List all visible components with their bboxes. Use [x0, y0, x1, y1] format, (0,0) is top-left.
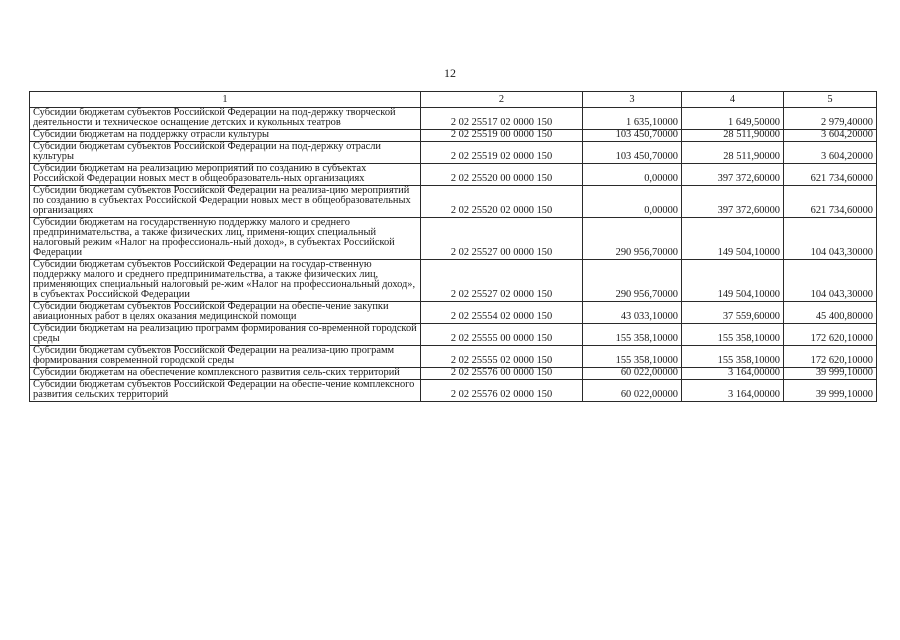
header-cell-value-2: 4 [682, 92, 784, 108]
row-value-2: 37 559,60000 [682, 302, 784, 324]
row-name: Субсидии бюджетам субъектов Российской Федерации на под-держку творческой деятельности и техническое оснащение детских и кукольных театров [30, 108, 421, 130]
row-value-3: 621 734,60000 [784, 164, 877, 186]
row-code: 2 02 25520 00 0000 150 [421, 164, 583, 186]
row-value-1: 103 450,70000 [583, 130, 682, 142]
row-code: 2 02 25519 02 0000 150 [421, 142, 583, 164]
row-code: 2 02 25555 00 0000 150 [421, 324, 583, 346]
row-name: Субсидии бюджетам на поддержку отрасли культуры [30, 130, 421, 142]
row-value-3: 39 999,10000 [784, 380, 877, 402]
row-value-1: 43 033,10000 [583, 302, 682, 324]
row-value-3: 172 620,10000 [784, 324, 877, 346]
row-code: 2 02 25527 02 0000 150 [421, 260, 583, 302]
row-code: 2 02 25519 00 0000 150 [421, 130, 583, 142]
row-name: Субсидии бюджетам субъектов Российской Федерации на реализа-цию мероприятий по созданию в субъектах Российской Федерации новых мест в общеобразовательных организациях [30, 186, 421, 218]
row-name: Субсидии бюджетам на обеспечение комплексного развития сель-ских территорий [30, 368, 421, 380]
table-row [30, 108, 877, 130]
budget-table [29, 91, 877, 402]
row-value-2: 28 511,90000 [682, 142, 784, 164]
row-value-2: 397 372,60000 [682, 186, 784, 218]
header-cell-code: 2 [421, 92, 583, 108]
row-name: Субсидии бюджетам субъектов Российской Федерации на обеспе-чение комплексного развития сельских территорий [30, 380, 421, 402]
table-row [30, 218, 877, 260]
table-row [30, 368, 877, 380]
row-value-2: 28 511,90000 [682, 130, 784, 142]
table-row [30, 302, 877, 324]
row-value-1: 1 635,10000 [583, 108, 682, 130]
row-value-3: 2 979,40000 [784, 108, 877, 130]
row-value-2: 1 649,50000 [682, 108, 784, 130]
table-row [30, 130, 877, 142]
row-code: 2 02 25520 02 0000 150 [421, 186, 583, 218]
row-value-2: 155 358,10000 [682, 324, 784, 346]
row-name: Субсидии бюджетам субъектов Российской Федерации на государ-ственную поддержку малого и среднего предпринимательства, а также физических лиц, применяющих специальный налоговый ре-жим «Налог на профессиональный доход», в субъектах Российской Федерации [30, 260, 421, 302]
row-value-3: 621 734,60000 [784, 186, 877, 218]
row-name: Субсидии бюджетам субъектов Российской Федерации на под-держку отрасли культуры [30, 142, 421, 164]
table-row [30, 186, 877, 218]
row-value-3: 104 043,30000 [784, 218, 877, 260]
row-name: Субсидии бюджетам на реализацию программ формирования со-временной городской среды [30, 324, 421, 346]
row-code: 2 02 25554 02 0000 150 [421, 302, 583, 324]
row-name: Субсидии бюджетам на реализацию мероприятий по созданию в субъектах Российской Федерации новых мест в общеобразователь-ных организациях [30, 164, 421, 186]
row-code: 2 02 25576 00 0000 150 [421, 368, 583, 380]
page-number: 12 [444, 66, 456, 80]
row-value-2: 149 504,10000 [682, 218, 784, 260]
row-value-3: 172 620,10000 [784, 346, 877, 368]
row-value-2: 397 372,60000 [682, 164, 784, 186]
row-code: 2 02 25527 00 0000 150 [421, 218, 583, 260]
row-value-2: 149 504,10000 [682, 260, 784, 302]
row-code: 2 02 25576 02 0000 150 [421, 380, 583, 402]
row-code: 2 02 25517 02 0000 150 [421, 108, 583, 130]
row-value-3: 39 999,10000 [784, 368, 877, 380]
row-value-3: 3 604,20000 [784, 142, 877, 164]
row-value-1: 155 358,10000 [583, 324, 682, 346]
row-value-1: 0,00000 [583, 164, 682, 186]
row-value-1: 155 358,10000 [583, 346, 682, 368]
row-name: Субсидии бюджетам субъектов Российской Федерации на обеспе-чение закупки авиационных работ в целях оказания медицинской помощи [30, 302, 421, 324]
header-cell-name: 1 [30, 92, 421, 108]
table-row [30, 324, 877, 346]
table-row [30, 164, 877, 186]
table-row [30, 346, 877, 368]
row-value-1: 290 956,70000 [583, 260, 682, 302]
row-value-2: 3 164,00000 [682, 368, 784, 380]
table-header-row [30, 92, 877, 108]
table-row [30, 142, 877, 164]
row-value-3: 3 604,20000 [784, 130, 877, 142]
row-value-1: 60 022,00000 [583, 380, 682, 402]
row-value-1: 290 956,70000 [583, 218, 682, 260]
row-value-1: 103 450,70000 [583, 142, 682, 164]
row-value-1: 60 022,00000 [583, 368, 682, 380]
row-value-3: 45 400,80000 [784, 302, 877, 324]
row-value-1: 0,00000 [583, 186, 682, 218]
row-name: Субсидии бюджетам субъектов Российской Федерации на реализа-цию программ формирования современной городской среды [30, 346, 421, 368]
header-cell-value-3: 5 [784, 92, 877, 108]
row-value-3: 104 043,30000 [784, 260, 877, 302]
row-name: Субсидии бюджетам на государственную поддержку малого и среднего предпринимательства, а также физических лиц, применя-ющих специальный налоговый режим «Налог на профессиональ-ный доход», в субъектах Российской Федерации [30, 218, 421, 260]
row-code: 2 02 25555 02 0000 150 [421, 346, 583, 368]
row-value-2: 155 358,10000 [682, 346, 784, 368]
table-row [30, 260, 877, 302]
row-value-2: 3 164,00000 [682, 380, 784, 402]
table-row [30, 380, 877, 402]
header-cell-value-1: 3 [583, 92, 682, 108]
